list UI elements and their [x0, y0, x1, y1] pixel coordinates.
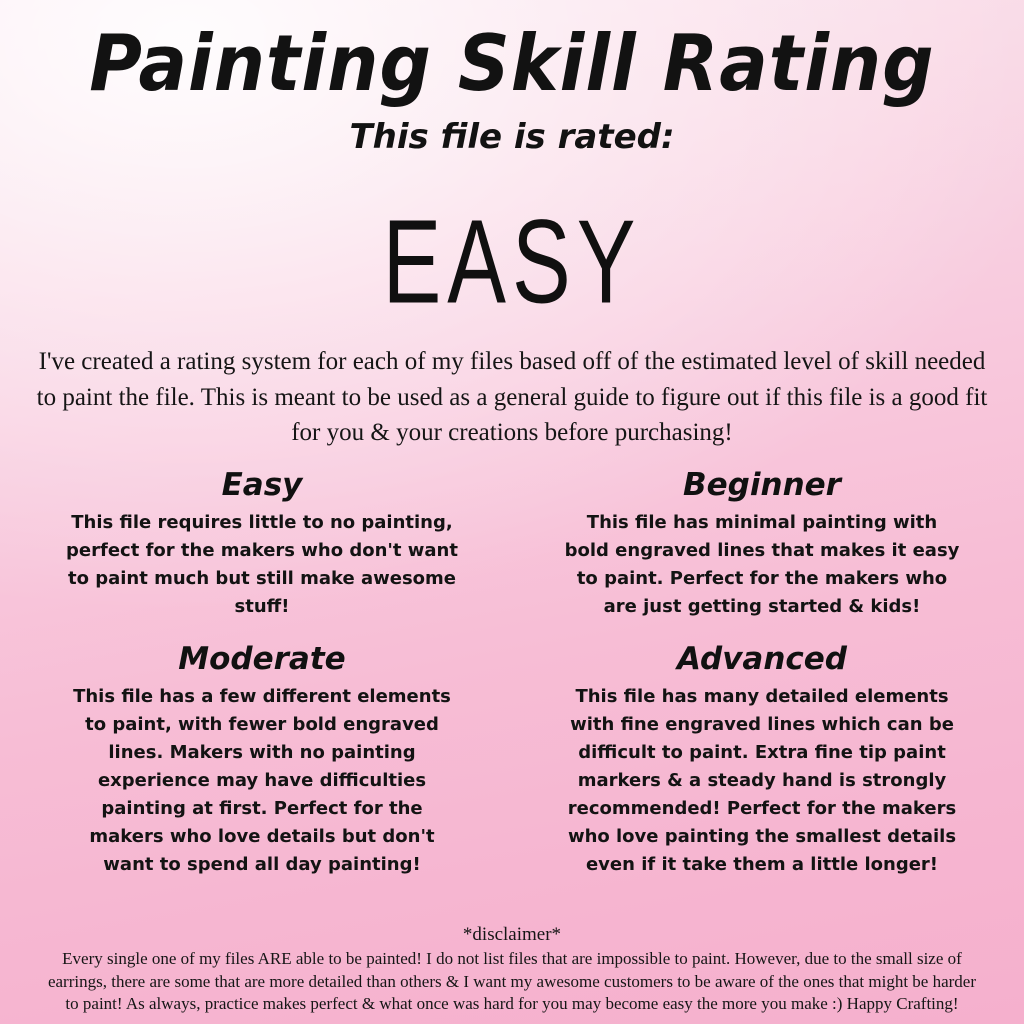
rating-value: EASY	[382, 194, 642, 329]
level-beginner-title: Beginner	[683, 466, 841, 503]
level-moderate	[18, 629, 506, 879]
level-easy-description: This file requires little to no painting, perfect for the makers who don't want to paint much but still make awesome stuff!	[66, 512, 458, 617]
level-advanced	[518, 629, 1006, 879]
levels-grid	[0, 466, 1024, 879]
level-easy	[18, 466, 506, 621]
level-moderate-description: This file has a few different elements to paint, with fewer bold engraved lines. Makers with no painting experience may have difficulties painting at first. Perfect for the makers who love details but don't want to spend all day painting!	[73, 686, 451, 875]
level-advanced-description: This file has many detailed elements with fine engraved lines which can be difficult to paint. Extra fine tip paint markers & a steady hand is strongly recommended! Perfect for the makers who love painting the smallest details even if it take them a little longer!	[567, 686, 957, 875]
disclaimer-body: Every single one of my files ARE able to be painted! I do not list files that are impossible to paint. However, due to the small size of earrings, there are some that are more detailed than others & I want my awesome customers to be aware of the ones that might be harder to paint! As always, practice makes perfect & what once was hard for you may become easy the more you make :) Happy Crafting!	[47, 949, 977, 1014]
level-beginner-description: This file has minimal painting with bold engraved lines that makes it easy to paint. Perfect for the makers who are just getting started & kids!	[564, 512, 960, 617]
level-easy-title: Easy	[221, 466, 303, 503]
intro-paragraph: I've created a rating system for each of my files based off of the estimated level of skill needed to paint the file. This is meant to be used as a general guide to figure out if this file is a good fit for you & your creations before purchasing!	[36, 348, 988, 446]
level-moderate-title: Moderate	[178, 640, 346, 677]
level-beginner	[518, 466, 1006, 621]
rating-subtitle: This file is rated:	[349, 117, 675, 157]
disclaimer	[0, 924, 1024, 1016]
disclaimer-title: *disclaimer*	[462, 924, 562, 946]
level-advanced-title: Advanced	[676, 640, 847, 677]
page-title: Painting Skill Rating	[89, 17, 935, 109]
